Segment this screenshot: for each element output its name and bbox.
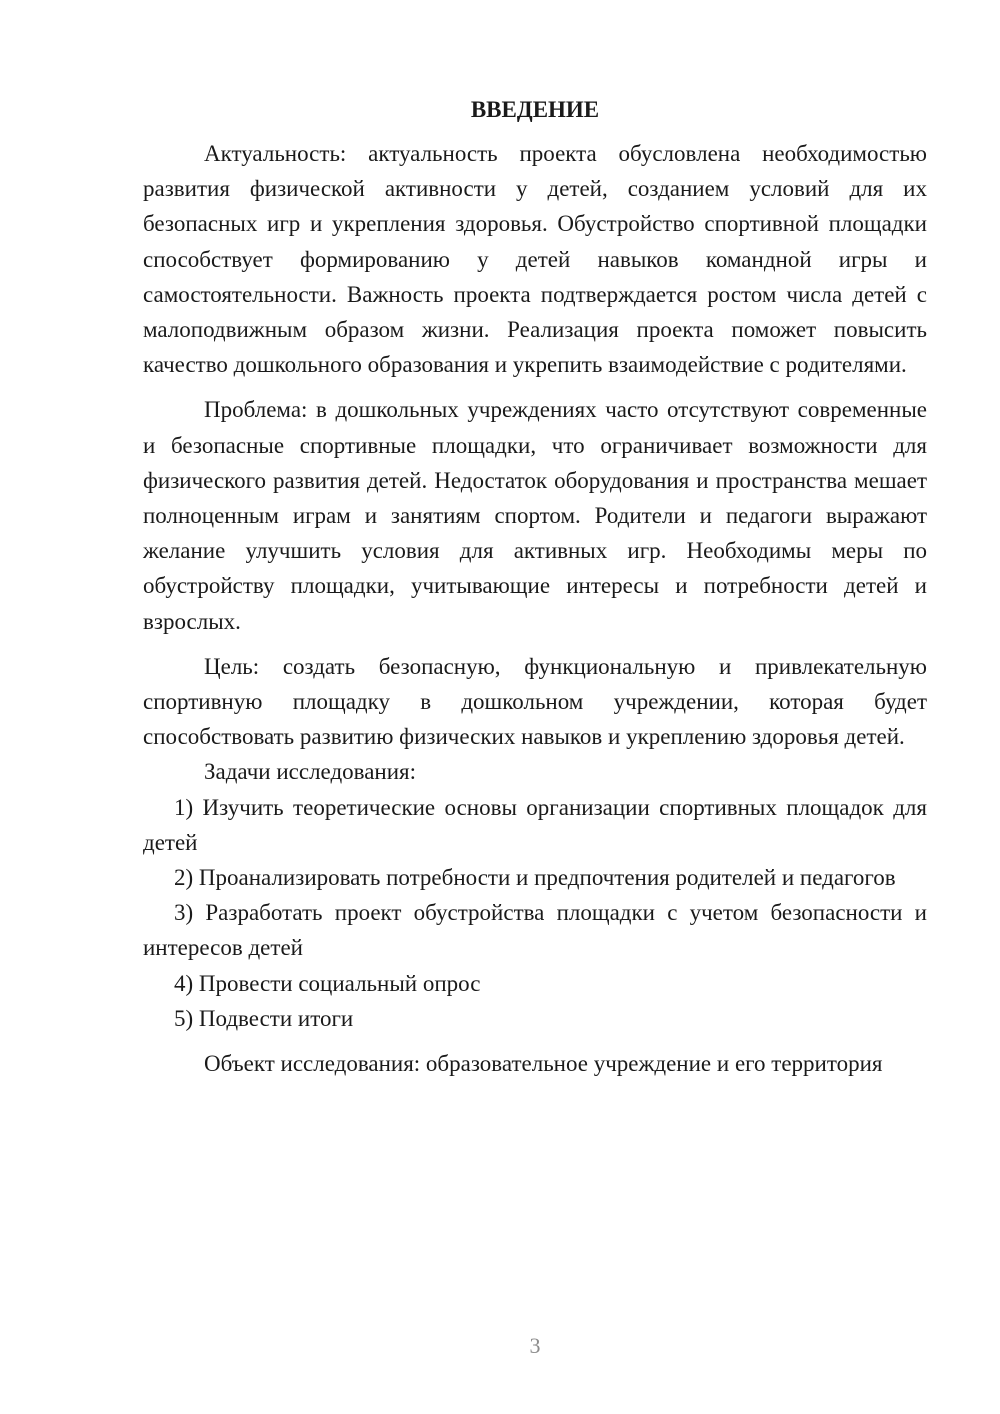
task-item-3: 3) Разработать проект обустройства площадки с учетом безопасности и интересов детей	[143, 900, 927, 961]
page-number: 3	[529, 1333, 541, 1358]
task-item-5: 5) Подвести итоги	[174, 1005, 354, 1031]
goal-paragraph: Цель: создать безопасную, функциональную и привлекательную спортивную площадку в дошкольном учреждении, которая будет способствовать развитию физических навыков и укреплению здоровья детей.	[143, 653, 927, 750]
relevance-paragraph: Актуальность: актуальность проекта обусловлена необходимостью развития физической активности у детей, созданием условий для их безопасных игр и укрепления здоровья. Обустройство спортивной площадки способствует формированию у детей навыков командной игры и самостоятельности. Важность проекта подтверждается ростом числа детей с малоподвижным образом жизни. Реализация проекта поможет повысить качество дошкольного образования и укрепить взаимодействие с родителями.	[143, 141, 927, 378]
task-item-1: 1) Изучить теоретические основы организации спортивных площадок для детей	[143, 794, 927, 855]
section-heading: ВВЕДЕНИЕ	[470, 97, 600, 122]
task-item-2: 2) Проанализировать потребности и предпочтения родителей и педагогов	[174, 865, 896, 891]
task-item-4: 4) Провести социальный опрос	[174, 970, 481, 996]
object-paragraph: Объект исследования: образовательное учреждение и его территория	[204, 1051, 883, 1077]
problem-paragraph: Проблема: в дошкольных учреждениях часто отсутствуют современные и безопасные спортивные площадки, что ограничивает возможности для физического развития детей. Недостаток оборудования и пространства мешает полноценным играм и занятиям спортом. Родители и педагоги выражают желание улучшить условия для активных игр. Необходимы меры по обустройству площадки, учитывающие интересы и потребности детей и взрослых.	[143, 397, 927, 634]
page-content	[143, 92, 927, 1081]
tasks-title: Задачи исследования:	[204, 759, 417, 785]
